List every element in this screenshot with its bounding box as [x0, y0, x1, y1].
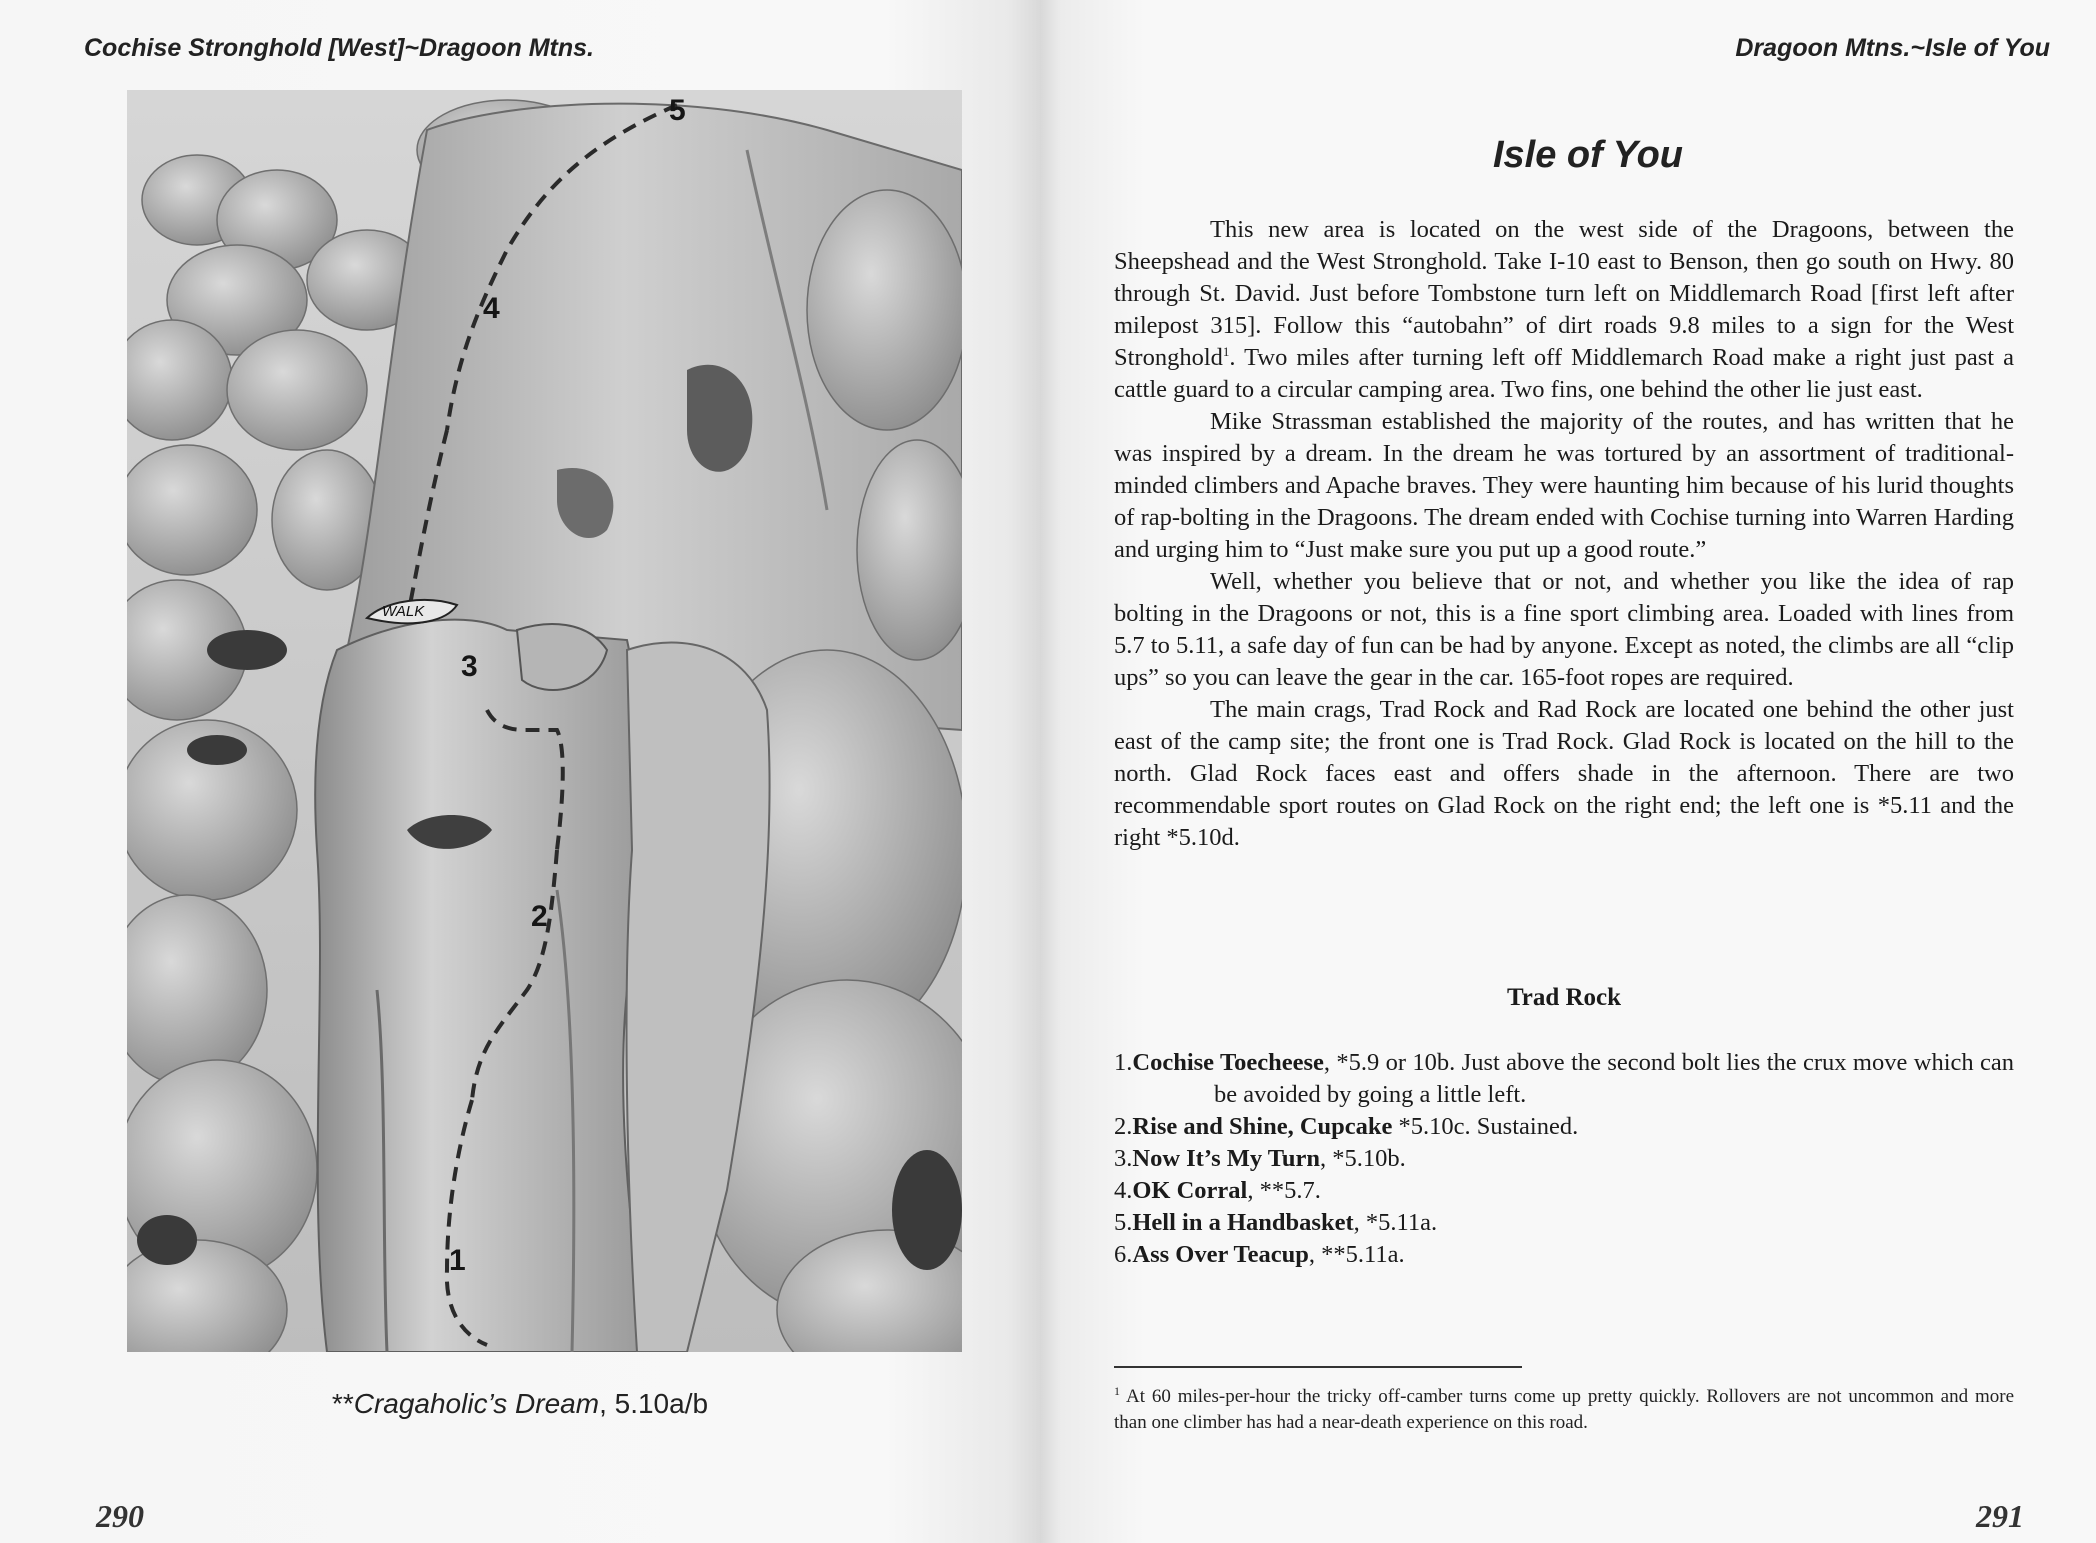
route-number: 5.	[1114, 1209, 1133, 1236]
route-item	[1114, 1207, 2014, 1239]
paragraph-sport: Well, whether you believe that or not, and whether you like the idea of rap bolting in the Dragoons or not, this is a fine sport climbing area. Loaded with lines from 5.7 to 5.11, a safe day of fun can be had by anyone. Except as noted, the climbs are all “clip ups” so you can leave the gear in the car. 165-foot ropes are required.	[1114, 568, 2014, 691]
footnote-text: At 60 miles-per-hour the tricky off-camber turns come up pretty quickly. Rollovers are not uncommon and more than one climber has had a near-death experience on this road.	[1114, 1386, 2014, 1433]
paragraph-directions-text: This new area is located on the west side of the Dragoons, between the Sheepshead and the West Stronghold. Take I-10 east to Benson, then go south on Hwy. 80 through St. David. Just before Tombstone turn left on Middlemarch Road [first left after milepost 315]. Follow this “autobahn” of dirt roads 9.8 miles to a sign for the West Stronghold	[1114, 216, 2014, 371]
route-label-1: 1	[449, 1244, 466, 1277]
route-name: OK Corral	[1132, 1177, 1248, 1204]
footnote-marker: 1	[1114, 1383, 1120, 1398]
route-number: 1.	[1114, 1049, 1133, 1076]
route-number: 6.	[1114, 1241, 1133, 1268]
paragraph-crags: The main crags, Trad Rock and Rad Rock are located one behind the other just east of the camp site; the front one is Trad Rock. Glad Rock is located on the hill to the north. Glad Rock faces east and offers shade in the afternoon. There are two recommendable sport routes on Glad Rock on the right end; the left one is *5.11 and the right *5.10d.	[1114, 696, 2014, 851]
page-number-right: 291	[1976, 1498, 2024, 1534]
route-item	[1114, 1239, 2014, 1271]
section-heading: Trad Rock	[1506, 984, 1622, 1011]
crag-photo	[127, 90, 962, 1352]
route-details: , **5.11a.	[1308, 1241, 1405, 1268]
route-number: 4.	[1114, 1177, 1133, 1204]
route-label-3: 3	[461, 650, 478, 683]
footnote-ref: 1	[1222, 343, 1230, 359]
right-page	[1040, 0, 2096, 1543]
running-head-left: Cochise Stronghold [West]~Dragoon Mtns.	[84, 34, 594, 62]
route-item	[1114, 1047, 2014, 1111]
route-item	[1114, 1143, 2014, 1175]
photo-caption	[0, 1388, 1040, 1420]
caption-stars: **	[331, 1388, 354, 1419]
route-item	[1114, 1175, 2014, 1207]
page-number-left: 290	[96, 1498, 144, 1534]
crag-photo-graphic	[127, 90, 962, 1352]
route-name: Ass Over Teacup	[1132, 1241, 1309, 1268]
caption-route-name: Cragaholic’s Dream	[353, 1388, 600, 1419]
walk-label: WALK	[382, 603, 425, 620]
body-text	[1114, 214, 2014, 854]
paragraph-directions-text-cont: . Two miles after turning left off Middlemarch Road make a right just past a cattle guard to a circular camping area. Two fins, one behind the other lie just east.	[1114, 344, 2014, 403]
route-number: 2.	[1114, 1113, 1133, 1140]
route-name: Hell in a Handbasket	[1132, 1209, 1354, 1236]
route-details: , *5.11a.	[1353, 1209, 1438, 1236]
route-name: Now It’s My Turn	[1132, 1145, 1321, 1172]
caption-grade: , 5.10a/b	[599, 1388, 709, 1419]
route-label-5: 5	[669, 94, 686, 127]
route-details: , *5.10b.	[1320, 1145, 1406, 1172]
footnote-divider	[1114, 1366, 1522, 1368]
page-title: Isle of You	[1492, 134, 1684, 176]
route-list	[1114, 1047, 2014, 1271]
route-item	[1114, 1111, 2014, 1143]
footnote	[1114, 1384, 2014, 1436]
running-head-right: Dragoon Mtns.~Isle of You	[1735, 34, 2050, 62]
route-details: , **5.7.	[1247, 1177, 1321, 1204]
route-label-2: 2	[531, 900, 548, 933]
lower-fin	[315, 620, 647, 1352]
route-number: 3.	[1114, 1145, 1133, 1172]
left-page	[0, 0, 1040, 1543]
route-details: *5.10c. Sustained.	[1392, 1113, 1579, 1140]
route-name: Cochise Toecheese	[1132, 1049, 1324, 1076]
route-label-4: 4	[483, 292, 500, 325]
route-details: , *5.9 or 10b. Just above the second bolt lies the crux move which can be avoided by going a little left.	[1214, 1049, 2015, 1108]
paragraph-directions	[1114, 214, 2014, 406]
paragraph-history: Mike Strassman established the majority of the routes, and has written that he was inspired by a dream. In the dream he was tortured by an assortment of traditional-minded climbers and Apache braves. They were haunting him because of his lurid thoughts of rap-bolting in the Dragoons. The dream ended with Cochise turning into Warren Harding and urging him to “Just make sure you put up a good route.”	[1114, 408, 2014, 563]
route-name: Rise and Shine, Cupcake	[1132, 1113, 1393, 1140]
